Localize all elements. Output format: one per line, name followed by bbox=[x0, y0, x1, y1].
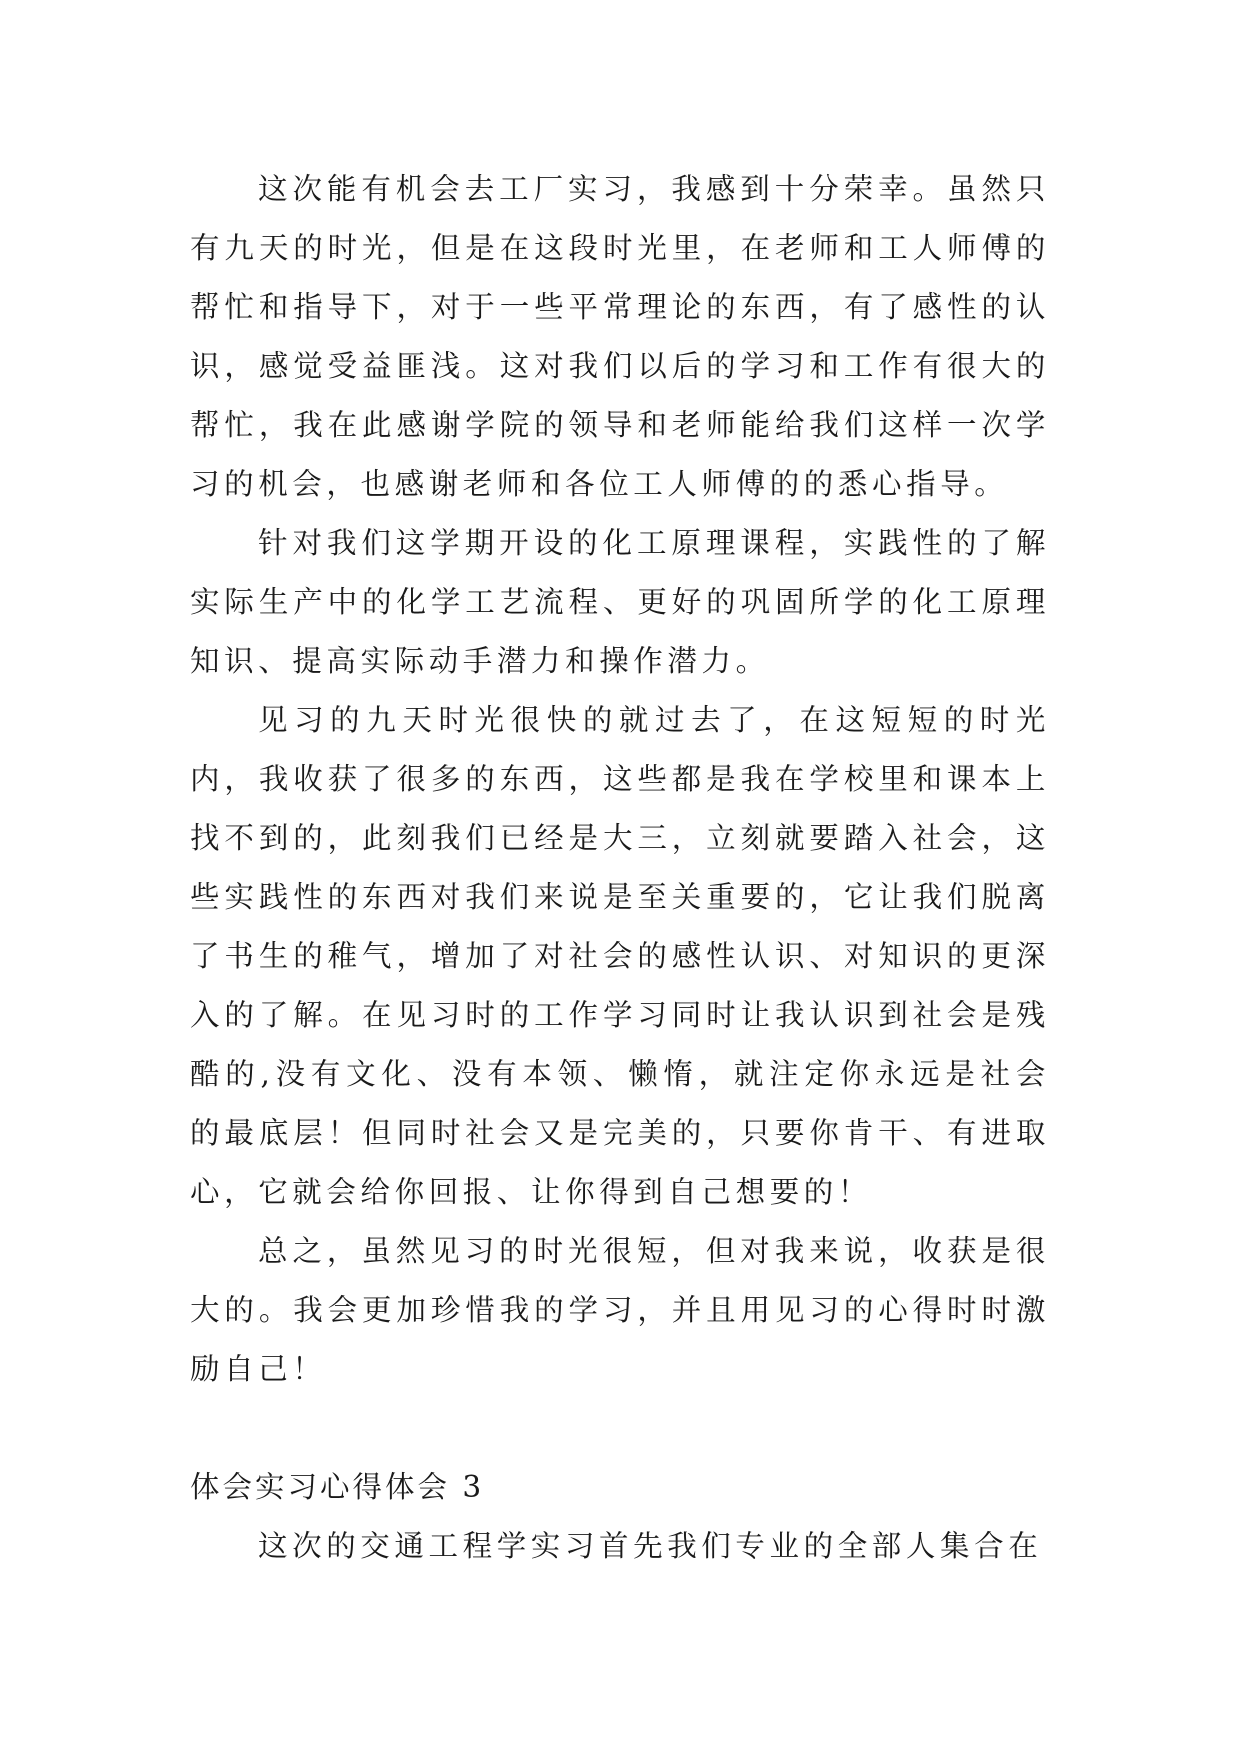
section-heading: 体会实习心得体会 3 bbox=[190, 1470, 485, 1504]
paragraph-5: 这次的交通工程学实习首先我们专业的全部人集合在 bbox=[258, 1529, 1043, 1563]
document-body bbox=[190, 160, 1050, 1576]
paragraph-4: 总之，虽然见习的时光很短，但对我来说，收获是很大的。我会更加珍惜我的学习，并且用见习的心得时时激励自己！ bbox=[190, 1234, 1050, 1386]
paragraph-3: 见习的九天时光很快的就过去了，在这短短的时光内，我收获了很多的东西，这些都是我在学校里和课本上找不到的，此刻我们已经是大三，立刻就要踏入社会，这些实践性的东西对我们来说是至关重要的，它让我们脱离了书生的稚气，增加了对社会的感性认识、对知识的更深入的了解。在见习时的工作学习同时让我认识到社会是残酷的,没有文化、没有本领、懒惰，就注定你永远是社会的最底层！但同时社会又是完美的，只要你肯干、有进取心，它就会给你回报、让你得到自己想要的！ bbox=[190, 703, 1050, 1209]
paragraph-1: 这次能有机会去工厂实习，我感到十分荣幸。虽然只有九天的时光，但是在这段时光里，在老师和工人师傅的帮忙和指导下，对于一些平常理论的东西，有了感性的认识，感觉受益匪浅。这对我们以后的学习和工作有很大的帮忙，我在此感谢学院的领导和老师能给我们这样一次学习的机会，也感谢老师和各位工人师傅的的悉心指导。 bbox=[190, 172, 1050, 501]
paragraph-2: 针对我们这学期开设的化工原理课程，实践性的了解实际生产中的化学工艺流程、更好的巩固所学的化工原理知识、提高实际动手潜力和操作潜力。 bbox=[190, 526, 1050, 678]
